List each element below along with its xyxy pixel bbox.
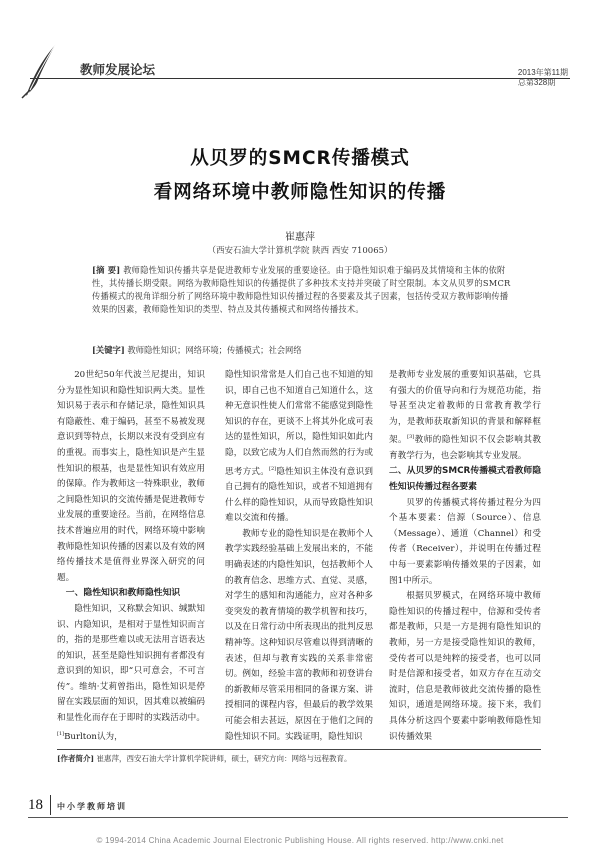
footnote-label: [作者简介] xyxy=(57,754,95,763)
paragraph: 20世纪50年代波兰尼提出，知识分为显性知识和隐性知识两大类。显性知识易于表示和存储记录，隐性知识具有隐蔽性、难于编码，甚至不易被发现意识到等特点，长期以来没有受到应有的重视。而事实上，隐性知识是产生显性知识的根基，也是显性知识有效应用的保障。作为教师这一特殊职业，教师之间隐性知识的交流传播是促进教师专业发展的重要途径。当前，在网络信息技术普遍应用的时代，网络环境中影响教师隐性知识传播的因素以及有效的网络传播技术是值得业界深入研究的问题。 xyxy=(57,370,205,583)
paragraph: 根据贝罗模式，在网络环境中教师隐性知识的传播过程中，信源和受传者都是教师，只是一方是拥有隐性知识的教师，另一方是接受隐性知识的教师，受传者可以是纯粹的接受者，也可以同时是信源和接受者，如双方存在互动交流时，信息是教师彼此交流传播的隐性知识，通道是网络环境。接下来，我们具体分析这四个要素中影响教师隐性知识传播效果 xyxy=(389,591,541,742)
paragraph: 贝罗的传播模式将传播过程分为四个基本要素：信源（Source）、信息（Message）、通道（Channel）和受传者（Receiver），并说明在传播过程中每一要素影响传播效果的子因素，如图1中所示。 xyxy=(389,497,541,586)
issue-number: 2013年第11期 xyxy=(517,68,568,77)
paragraph: 隐性知识，又称默会知识、缄默知识、内隐知识，是相对于显性知识而言的，指的是那些难以或无法用言语表达的知识，甚至是隐性知识拥有者都没有意识到的知识，即“只可意会，不可言传”。维纳·艾莉曾指出，隐性知识是停留在实践层面的知识，因其难以被编码和显性化而存在于即时的实践活动中。[1]Burlton认为， xyxy=(57,603,205,742)
journal-name: 中小学教师培训 xyxy=(57,802,127,811)
keywords xyxy=(92,344,512,357)
paragraph-text: 教师的隐性知识不仅会影响其教育教学行为，也会影响其专业发展。 xyxy=(389,435,541,461)
body-column-3 xyxy=(389,368,541,745)
paragraph-text: 隐性知识主体没有意识到自己拥有的隐性知识，或者不知道拥有什么样的隐性知识，从而导致隐性知识难以交流和传播。 xyxy=(225,466,373,524)
abstract-label: [摘 要] xyxy=(92,265,121,275)
paragraph: 教师专业的隐性知识是在教师个人教学实践经验基础上发展出来的，不能明确表述的内隐性知识，包括教师个人的教育信念、思维方式、直觉、灵感，对学生的感知和沟通能力，应对各种多变突发的教育情境的教学机智和技巧，以及在日常行动中所表现出的批判反思精神等。这种知识尽管难以得到清晰的表述，但却与教育实践的关系非常密切。例如，经验丰富的教师和初登讲台的新教师尽管采用相同的备课方案、讲授相同的课程内容，但最后的教学效果可能会相去甚远，原因在于他们之间的隐性知识不同。实践证明，隐性知识 xyxy=(225,528,373,742)
section-heading-1: 一、隐性知识和教师隐性知识 xyxy=(65,588,181,599)
paragraph: 隐性知识常常是人们自己也不知道的知识，即自己也不知道自己知道什么，这种无意识性使人们常常不能感觉到隐性知识的存在，更谈不上将其外化成可表达的显性知识，所以，隐性知识如此内隐，以致它成为人们自然而然的行为或思考方式。[2]隐性知识主体没有意识到自己拥有的隐性知识，或者不知道拥有什么样的隐性知识，从而导致隐性知识难以交流和传播。 xyxy=(225,370,373,524)
body-column-2 xyxy=(225,368,373,745)
header-divider xyxy=(30,78,570,79)
issue-info xyxy=(518,68,568,88)
footnote-text: 崔惠萍，西安石油大学计算机学院讲师，硕士，研究方向：网络与远程教育。 xyxy=(96,754,352,763)
paragraph-text: 是教师专业发展的重要知识基础，它具有强大的价值导向和行为规范功能，指导甚至决定着教师的日常教育教学行为，是教师获取新知识的背景和解释框架。 xyxy=(389,370,541,446)
author-affiliation: （西安石油大学计算机学院 陕西 西安 710065） xyxy=(207,246,393,256)
page-number: 18 xyxy=(28,797,43,813)
copyright-notice: © 1994-2014 China Academic Journal Electronic Publishing House. All rights reserved. http://www.cnki.net xyxy=(96,836,504,845)
author-name: 崔惠萍 xyxy=(285,232,315,243)
footer-divider-vertical xyxy=(50,795,51,815)
footer-divider xyxy=(28,817,568,818)
paragraph-text: 隐性知识常常是人们自己也不知道的知识，即自己也不知道自己知道什么，这种无意识性使人们常常不能感觉到隐性知识的存在，更谈不上将其外化成可表达的显性知识，所以，隐性知识如此内隐，以致它成为人们自然而然的行为或思考方式。 xyxy=(225,370,373,477)
footnote-divider xyxy=(57,749,541,750)
issue-total: 总第328期 xyxy=(517,78,556,87)
column-title: 教师发展论坛 xyxy=(80,62,156,77)
article-title-line2: 看网络环境中教师隐性知识的传播 xyxy=(153,182,447,203)
article-title-line1: 从贝罗的SMCR传播模式 xyxy=(190,148,410,169)
keywords-text: 教师隐性知识；网络环境；传播模式；社会网络 xyxy=(127,345,302,355)
keywords-label: [关键字] xyxy=(92,345,125,355)
paragraph-text: 隐性知识，又称默会知识、缄默知识、内隐知识，是相对于显性知识而言的，指的是那些难以或无法用言语表达的知识，甚至是隐性知识拥有者都没有意识到的知识，即“只可意会，不可言传”。维纳·艾莉曾指出，隐性知识是停留在实践层面的知识，因其难以被编码和显性化而存在于即时的实践活动中。 xyxy=(57,603,205,724)
author-footnote xyxy=(57,753,541,764)
abstract xyxy=(92,264,512,316)
paragraph: 是教师专业发展的重要知识基础，它具有强大的价值导向和行为规范功能，指导甚至决定着教师的日常教育教学行为，是教师获取新知识的背景和解释框架。[3]教师的隐性知识不仅会影响其教育教学行为，也会影响其专业发展。 xyxy=(389,370,541,461)
paragraph-text: Burlton认为， xyxy=(64,731,123,742)
body-column-1 xyxy=(57,368,205,745)
section-heading-2: 二、从贝罗的SMCR传播模式看教师隐性知识传播过程各要素 xyxy=(389,466,541,493)
abstract-text: 教师隐性知识传播共享是促进教师专业发展的重要途径。由于隐性知识难于编码及其情境和主体的依附性，其传播长期受限。网络为教师隐性知识的传播提供了多种技术支持并突破了时空限制。本文从贝罗的SMCR传播模式的视角详细分析了网络环境中教师隐性知识传播过程的各要素及其子因素，包括传受双方教师影响传播效果的因素，教师隐性知识的类型、特点及其传播模式和网络传播技术。 xyxy=(92,265,511,314)
quill-feather-icon xyxy=(18,40,60,100)
